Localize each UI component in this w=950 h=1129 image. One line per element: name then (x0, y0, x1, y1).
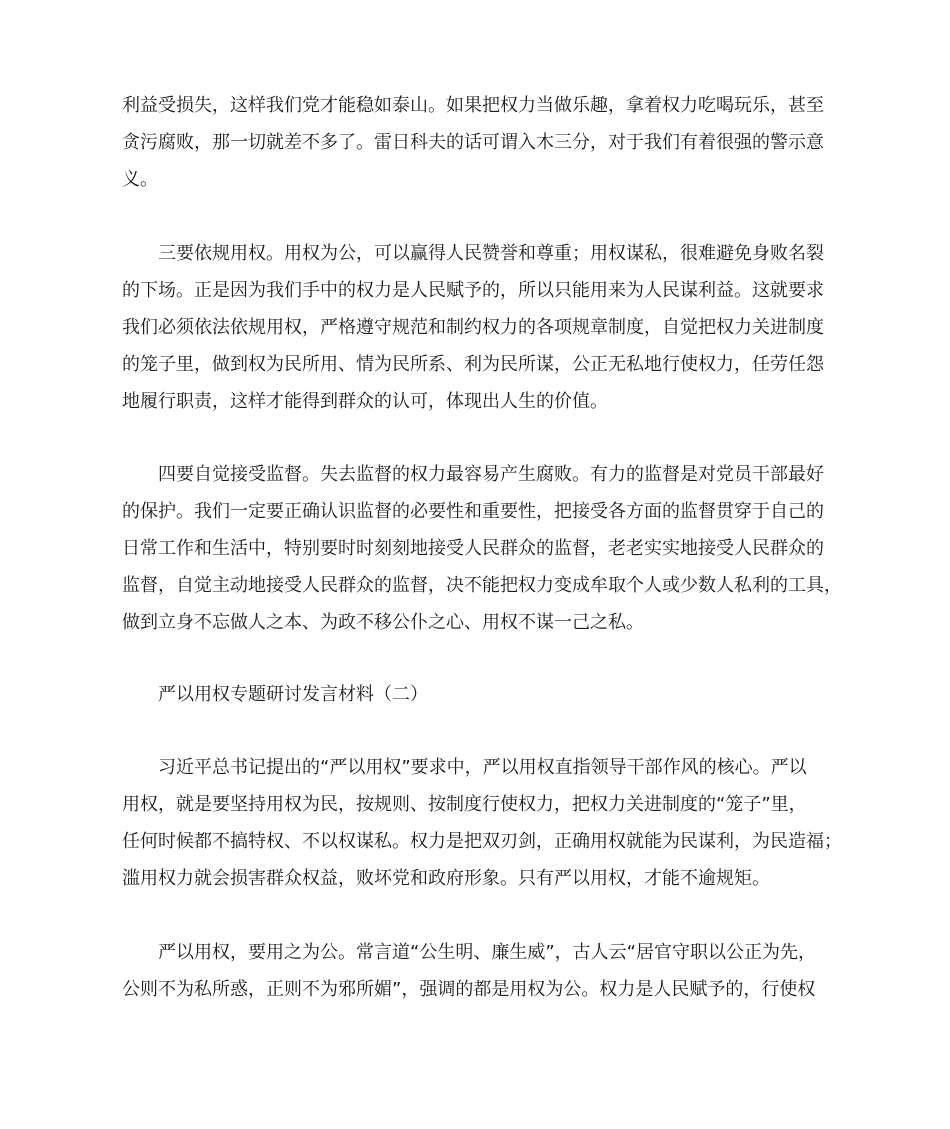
text-line: 做到立身不忘做人之本、为政不移公仆之心、用权不谋一己之私。 (122, 612, 644, 633)
paragraph-start-line: 习近平总书记提出的“严以用权”要求中，严以用权直指领导干部作风的核心。严以 (158, 757, 807, 778)
paragraph-start-line: 四要自觉接受监督。失去监督的权力最容易产生腐败。有力的监督是对党员干部最好 (158, 464, 824, 485)
text-line: 地履行职责，这样才能得到群众的认可，体现出人生的价值。 (122, 391, 608, 412)
text-line: 义。 (122, 169, 158, 190)
paragraph-start-line: 严以用权，要用之为公。常言道“公生明、廉生威”，古人云“居官守职以公正为先， (158, 942, 816, 963)
text-line: 的下场。正是因为我们手中的权力是人民赋予的，所以只能用来为人民谋利益。这就要求 (122, 280, 824, 301)
text-line: 贪污腐败，那一切就差不多了。雷日科夫的话可谓入木三分，对于我们有着很强的警示意 (122, 132, 824, 153)
paragraph-start-line: 三要依规用权。用权为公，可以赢得人民赞誉和尊重；用权谋私，很难避免身败名裂 (158, 243, 824, 264)
text-line: 用权，就是要坚持用权为民，按规则、按制度行使权力，把权力关进制度的“笼子”里， (122, 794, 807, 815)
text-line: 的保护。我们一定要正确认识监督的必要性和重要性，把接受各方面的监督贯穿于自己的 (122, 501, 824, 522)
text-line: 公则不为私所惑，正则不为邪所媚”，强调的都是用权为公。权力是人民赋予的，行使权 (122, 979, 816, 1000)
text-line: 监督，自觉主动地接受人民群众的监督，决不能把权力变成牟取个人或少数人私利的工具， (122, 575, 842, 596)
section-heading: 严以用权专题研讨发言材料（二） (158, 684, 428, 705)
text-line: 滥用权力就会损害群众权益，败坏党和政府形象。只有严以用权，才能不逾规矩。 (122, 868, 770, 889)
text-line: 利益受损失，这样我们党才能稳如泰山。如果把权力当做乐趣，拿着权力吃喝玩乐，甚至 (122, 95, 824, 116)
text-line: 日常工作和生活中，特别要时时刻刻地接受人民群众的监督，老老实实地接受人民群众的 (122, 538, 824, 559)
text-line: 任何时候都不搞特权、不以权谋私。权力是把双刃剑，正确用权就能为民谋利，为民造福； (122, 831, 842, 852)
text-line: 的笼子里，做到权为民所用、情为民所系、利为民所谋，公正无私地行使权力，任劳任怨 (122, 354, 824, 375)
text-line: 我们必须依法依规用权，严格遵守规范和制约权力的各项规章制度，自觉把权力关进制度 (122, 317, 824, 338)
